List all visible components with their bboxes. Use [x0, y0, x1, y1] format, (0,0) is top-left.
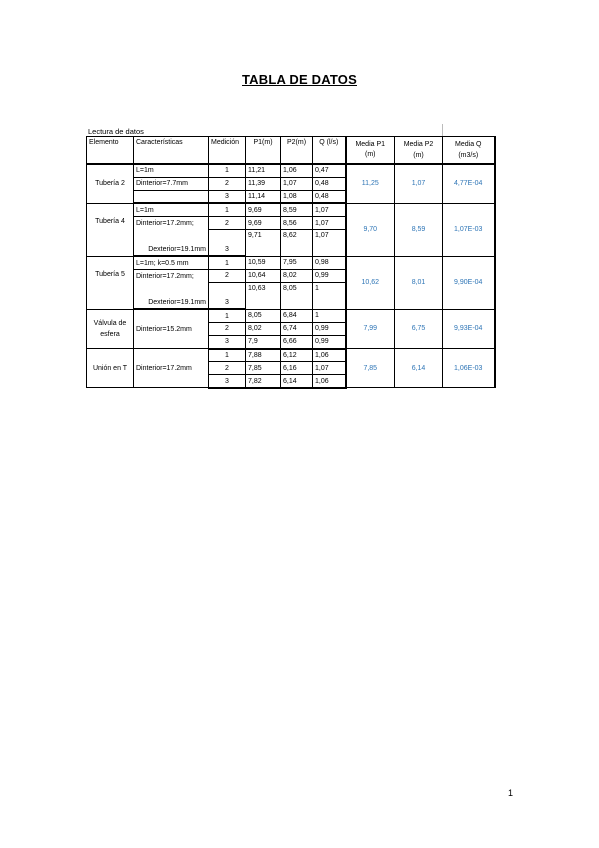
p1-cell: 7,88 — [246, 349, 281, 362]
medicion-cell: 2 — [209, 270, 246, 283]
p1-cell: 8,02 — [246, 322, 281, 335]
p2-cell: 6,84 — [281, 309, 313, 322]
p2-cell: 6,16 — [281, 362, 313, 375]
media-q-cell: 9,93E-04 — [443, 309, 495, 348]
header-media-q-unit: (m3/s) — [458, 152, 479, 159]
p2-cell: 8,56 — [281, 217, 313, 230]
caracteristica-cell: L=1m — [134, 164, 209, 177]
p1-cell: 10,64 — [246, 270, 281, 283]
caracteristica-cell: L=1m — [134, 203, 209, 216]
page-title: TABLA DE DATOS — [242, 72, 357, 87]
medicion-cell: 3 — [209, 335, 246, 348]
caracteristica-cell: Dexterior=19.1mm — [134, 296, 209, 309]
p1-cell: 11,21 — [246, 164, 281, 177]
media-q-cell: 9,90E-04 — [443, 256, 495, 309]
medicion-cell: 1 — [209, 349, 246, 362]
header-media-p2-label: Media P2 — [403, 141, 434, 148]
medicion-cell: 1 — [209, 203, 246, 216]
header-p1: P1(m) — [246, 137, 281, 165]
header-media-q-label: Media Q — [455, 141, 482, 148]
media-p1-cell: 7,99 — [346, 309, 395, 348]
elemento-cell: Unión en T — [87, 349, 134, 388]
media-p1-cell: 10,62 — [346, 256, 395, 309]
table-row — [87, 309, 495, 322]
media-q-cell: 4,77E-04 — [443, 164, 495, 203]
p2-cell: 1,06 — [281, 164, 313, 177]
caracteristica-cell — [134, 229, 209, 243]
medicion-cell: 1 — [209, 309, 246, 322]
p1-cell: 9,69 — [246, 217, 281, 230]
header-media-p1 — [346, 137, 395, 165]
caracteristica-cell: Dinterior=7.7mm — [134, 177, 209, 190]
header-elemento: Elemento — [87, 137, 134, 165]
p1-cell: 10,59 — [246, 256, 281, 269]
header-caracteristicas: Características — [134, 137, 209, 165]
page-number: 1 — [508, 788, 514, 798]
p2-cell: 1,08 — [281, 190, 313, 203]
header-media-p1-unit: (m) — [365, 151, 376, 158]
q-cell: 0,98 — [313, 256, 346, 269]
media-q-cell: 1,07E-03 — [443, 203, 495, 256]
p1-cell: 7,82 — [246, 375, 281, 388]
p2-cell: 7,95 — [281, 256, 313, 269]
caracteristica-cell: Dinterior=15.2mm — [134, 309, 209, 348]
p2-cell: 1,07 — [281, 177, 313, 190]
caracteristica-cell: L=1m; k=0.5 mm — [134, 256, 209, 269]
medicion-cell: 2 — [209, 362, 246, 375]
q-cell: 1,06 — [313, 375, 346, 388]
p2-cell: 6,74 — [281, 322, 313, 335]
media-p2-cell: 6,14 — [395, 349, 443, 388]
medicion-cell: 3 — [209, 190, 246, 203]
q-cell: 1 — [313, 282, 346, 309]
p2-cell: 8,02 — [281, 270, 313, 283]
p2-cell: 8,05 — [281, 282, 313, 309]
header-media-p2 — [395, 137, 443, 165]
p2-cell: 8,59 — [281, 203, 313, 216]
media-q-cell: 1,06E-03 — [443, 349, 495, 388]
media-p1-cell: 7,85 — [346, 349, 395, 388]
header-media-q — [443, 137, 495, 165]
p2-cell: 6,14 — [281, 375, 313, 388]
q-cell: 0,47 — [313, 164, 346, 177]
p1-cell: 7,85 — [246, 362, 281, 375]
q-cell: 0,99 — [313, 270, 346, 283]
medicion-cell: 2 — [209, 217, 246, 230]
medicion-cell — [209, 282, 246, 296]
p2-cell: 6,66 — [281, 335, 313, 348]
elemento-cell: Tubería 4 — [87, 203, 134, 256]
p1-cell: 9,69 — [246, 203, 281, 216]
media-p2-cell: 1,07 — [395, 164, 443, 203]
header-media-p2-unit: (m) — [413, 152, 424, 159]
data-table — [86, 136, 496, 389]
header-q: Q (l/s) — [313, 137, 346, 165]
medicion-cell: 2 — [209, 322, 246, 335]
caracteristica-cell — [134, 282, 209, 296]
header-p2: P2(m) — [281, 137, 313, 165]
media-p1-cell: 9,70 — [346, 203, 395, 256]
q-cell: 0,99 — [313, 335, 346, 348]
caracteristica-cell: Dexterior=19.1mm — [134, 243, 209, 256]
media-p2-cell: 8,59 — [395, 203, 443, 256]
p1-cell: 11,39 — [246, 177, 281, 190]
table-row — [87, 349, 495, 362]
q-cell: 0,48 — [313, 190, 346, 203]
p1-cell: 10,63 — [246, 282, 281, 309]
medicion-cell: 3 — [209, 296, 246, 309]
medicion-cell: 3 — [209, 243, 246, 256]
q-cell: 1,06 — [313, 349, 346, 362]
header-medicion: Medición — [209, 137, 246, 165]
medicion-cell: 2 — [209, 177, 246, 190]
p1-cell: 8,05 — [246, 309, 281, 322]
q-cell: 0,48 — [313, 177, 346, 190]
medicion-cell: 1 — [209, 256, 246, 269]
header-row — [87, 137, 495, 165]
p2-cell: 8,62 — [281, 229, 313, 256]
table-row — [87, 203, 495, 216]
caracteristica-cell: Dinterior=17.2mm — [134, 349, 209, 388]
header-media-p1-label: Media P1 — [355, 141, 386, 148]
q-cell: 1,07 — [313, 217, 346, 230]
p1-cell: 9,71 — [246, 229, 281, 256]
q-cell: 1 — [313, 309, 346, 322]
q-cell: 1,07 — [313, 362, 346, 375]
medicion-cell — [209, 229, 246, 243]
elemento-cell: Tubería 2 — [87, 164, 134, 203]
caracteristica-cell — [134, 190, 209, 203]
medicion-cell: 1 — [209, 164, 246, 177]
p2-cell: 6,12 — [281, 349, 313, 362]
table-row — [87, 164, 495, 177]
table-row — [87, 256, 495, 269]
medicion-cell: 3 — [209, 375, 246, 388]
table-caption: Lectura de datos — [88, 127, 144, 136]
q-cell: 1,07 — [313, 203, 346, 216]
media-p2-cell: 8,01 — [395, 256, 443, 309]
elemento-cell: Válvula de esfera — [87, 309, 134, 348]
media-p2-cell: 6,75 — [395, 309, 443, 348]
caracteristica-cell: Dinterior=17.2mm; — [134, 270, 209, 283]
p1-cell: 7,9 — [246, 335, 281, 348]
p1-cell: 11,14 — [246, 190, 281, 203]
caracteristica-cell: Dinterior=17.2mm; — [134, 217, 209, 230]
q-cell: 0,99 — [313, 322, 346, 335]
media-p1-cell: 11,25 — [346, 164, 395, 203]
elemento-cell: Tubería 5 — [87, 256, 134, 309]
q-cell: 1,07 — [313, 229, 346, 256]
